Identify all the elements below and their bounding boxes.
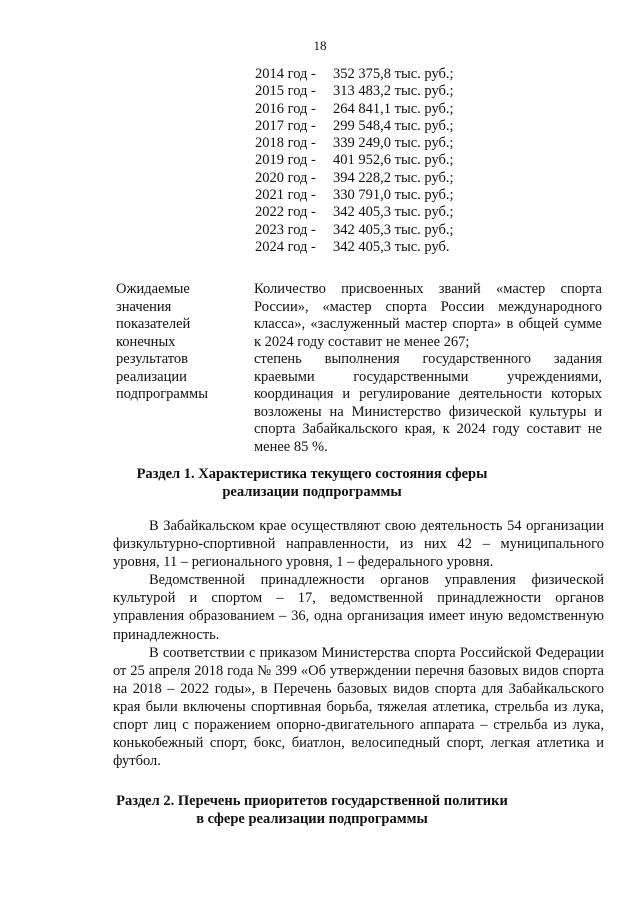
label-line: показателей xyxy=(116,316,191,332)
section-2-title: Раздел 2. Перечень приоритетов государственной политики в сфере реализации подпрограммы xyxy=(116,793,508,827)
section-1-body xyxy=(113,517,604,770)
funding-year-row xyxy=(255,66,454,83)
year-amount: 264 841,1 тыс. руб.; xyxy=(333,100,454,117)
funding-year-row xyxy=(255,118,454,135)
year-amount: 339 249,0 тыс. руб.; xyxy=(333,135,454,152)
expected-result-paragraph: Количество присвоенных званий «мастер спорта России», «мастер спорта России международного класса», «заслуженный мастер спорта» в общей сумме к 2024 году составит не менее 267; xyxy=(254,281,602,350)
year-label: 2018 год - xyxy=(255,135,316,152)
label-line: подпрограммы xyxy=(116,386,208,402)
year-amount: 342 405,3 тыс. руб.; xyxy=(333,221,454,238)
section-1-title: Раздел 1. Характеристика текущего состояния сферы реализации подпрограммы xyxy=(136,466,488,500)
expected-results-label xyxy=(116,281,236,404)
funding-year-row xyxy=(255,239,454,256)
funding-year-row xyxy=(255,101,454,118)
year-label: 2023 год - xyxy=(255,221,316,238)
funding-year-row xyxy=(255,204,454,221)
funding-year-row xyxy=(255,187,454,204)
funding-by-year-list xyxy=(255,66,454,256)
funding-year-row xyxy=(255,83,454,100)
year-label: 2020 год - xyxy=(255,169,316,186)
label-line: результатов xyxy=(116,351,189,367)
body-paragraph: В соответствии с приказом Министерства спорта Российской Федерации от 25 апреля 2018 года № 399 «Об утверждении перечня базовых видов спорта на 2018 – 2022 годы», в Перечень базовых видов спорта для Забайкальского края были включены спортивная борьба, тяжелая атлетика, стрельба из лука, спорт лиц с поражением опорно-двигательного аппарата – стрельба из лука, конькобежный спорт, бокс, биатлон, велосипедный спорт, легкая атлетика и футбол. xyxy=(113,644,604,770)
funding-year-row xyxy=(255,170,454,187)
label-line: реализации xyxy=(116,368,187,385)
label-line: значения xyxy=(116,298,172,315)
year-amount: 342 405,3 тыс. руб. xyxy=(333,238,450,255)
body-paragraph: В Забайкальском крае осуществляют свою деятельность 54 организации физкультурно-спортивной направленности, из них 42 – муниципального уровня, 11 – регионального уровня, 1 – федерального уровня. xyxy=(113,518,604,571)
label-line: конечных xyxy=(116,333,176,350)
body-paragraph: Ведомственной принадлежности органов управления физической культурой и спортом – 17, ведомственной принадлежности органов управления образованием – 36, одна организация имеет иную ведомственную принадлежность. xyxy=(113,572,604,643)
year-label: 2022 год - xyxy=(255,204,316,221)
expected-result-paragraph: степень выполнения государственного задания краевыми государственными учреждениями, координация и регулирование деятельности которых возложены на Министерство физической культуры и спорта Забайкальского края, к 2024 году составит не менее 85 %. xyxy=(254,351,602,455)
funding-year-row xyxy=(255,152,454,169)
funding-year-row xyxy=(255,135,454,152)
year-label: 2021 год - xyxy=(255,187,316,204)
year-amount: 352 375,8 тыс. руб.; xyxy=(333,66,454,82)
year-amount: 330 791,0 тыс. руб.; xyxy=(333,187,454,204)
year-amount: 299 548,4 тыс. руб.; xyxy=(333,117,454,134)
year-label: 2019 год - xyxy=(255,152,316,169)
year-label: 2015 год - xyxy=(255,83,316,100)
funding-year-row xyxy=(255,222,454,239)
year-label: 2016 год - xyxy=(255,100,316,117)
page-number: 18 xyxy=(313,38,327,53)
year-amount: 394 228,2 тыс. руб.; xyxy=(333,169,454,186)
label-line: Ожидаемые xyxy=(116,281,190,297)
year-amount: 313 483,2 тыс. руб.; xyxy=(333,83,454,100)
year-amount: 401 952,6 тыс. руб.; xyxy=(333,152,454,169)
expected-results-values xyxy=(254,281,602,456)
year-amount: 342 405,3 тыс. руб.; xyxy=(333,204,454,221)
year-label: 2024 год - xyxy=(255,238,316,255)
year-label: 2014 год - xyxy=(255,66,316,82)
year-label: 2017 год - xyxy=(255,117,316,134)
